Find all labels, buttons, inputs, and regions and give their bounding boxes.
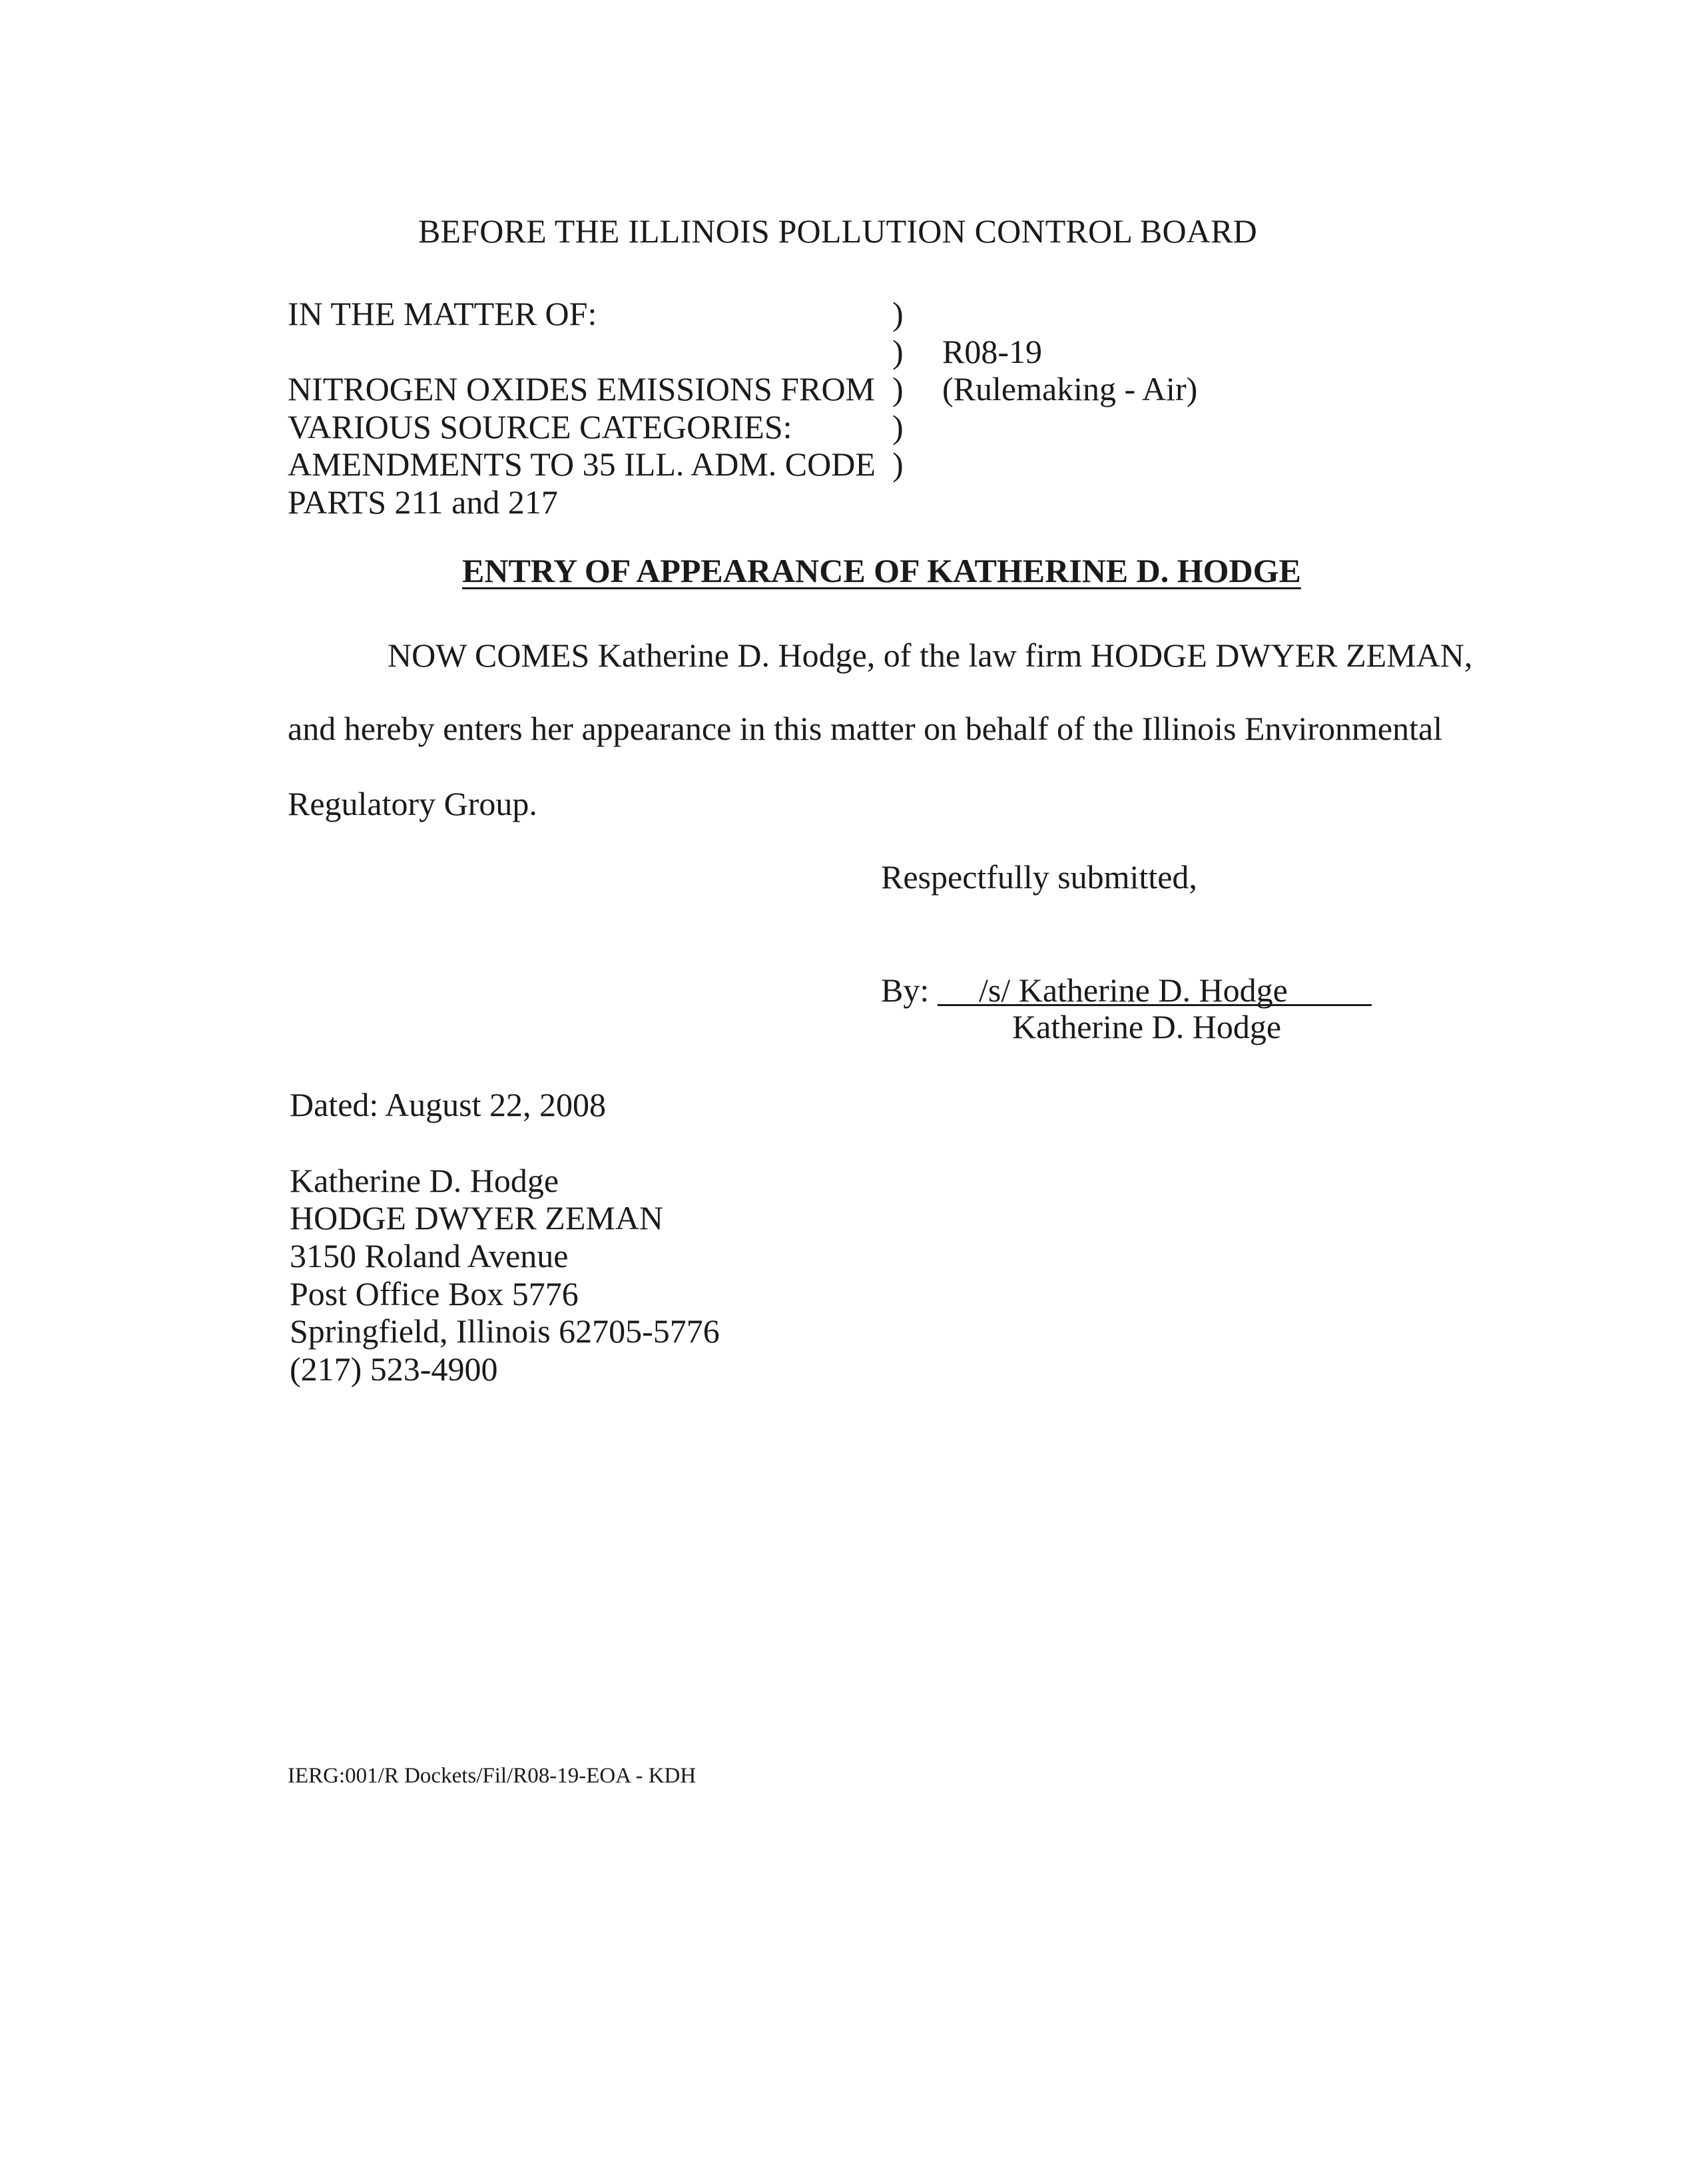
caption-subject-line: AMENDMENTS TO 35 ILL. ADM. CODE — [288, 445, 876, 483]
caption-paren: ) — [892, 295, 904, 332]
caption-paren: ) — [892, 408, 904, 445]
caption-subject-line: PARTS 211 and 217 — [288, 483, 558, 521]
caption-subject-line: VARIOUS SOURCE CATEGORIES: — [288, 408, 792, 445]
footer-reference: IERG:001/R Dockets/Fil/R08-19-EOA - KDH — [288, 1764, 697, 1788]
body-line: Regulatory Group. — [288, 785, 537, 822]
board-title: BEFORE THE ILLINOIS POLLUTION CONTROL BOARD — [418, 212, 1257, 250]
by-label: By: — [881, 971, 930, 1009]
caption-paren: ) — [892, 333, 904, 370]
matter-label: IN THE MATTER OF: — [288, 295, 597, 332]
closing-text: Respectfully submitted, — [881, 858, 1197, 896]
signer-name: Katherine D. Hodge — [1012, 1008, 1282, 1045]
address-line: Post Office Box 5776 — [290, 1275, 579, 1312]
body-line: and hereby enters her appearance in this matter on behalf of the Illinois Environmental — [288, 710, 1443, 747]
address-line: 3150 Roland Avenue — [290, 1237, 569, 1274]
address-line: (217) 523-4900 — [290, 1350, 498, 1388]
address-line: Katherine D. Hodge — [290, 1162, 559, 1199]
address-line: HODGE DWYER ZEMAN — [290, 1199, 664, 1236]
docket-number: R08-19 — [942, 333, 1042, 370]
body-line: NOW COMES Katherine D. Hodge, of the law firm HODGE DWYER ZEMAN, — [388, 637, 1473, 674]
document-heading: ENTRY OF APPEARANCE OF KATHERINE D. HODGE — [462, 552, 1301, 589]
caption-subject-line: NITROGEN OXIDES EMISSIONS FROM — [288, 370, 876, 408]
address-line: Springfield, Illinois 62705-5776 — [290, 1312, 720, 1350]
docket-type: (Rulemaking - Air) — [942, 370, 1198, 408]
caption-paren: ) — [892, 370, 904, 408]
caption-paren: ) — [892, 445, 904, 483]
electronic-signature: /s/ Katherine D. Hodge — [979, 971, 1288, 1009]
signature-line — [938, 1004, 1372, 1006]
dated-line: Dated: August 22, 2008 — [290, 1086, 606, 1123]
